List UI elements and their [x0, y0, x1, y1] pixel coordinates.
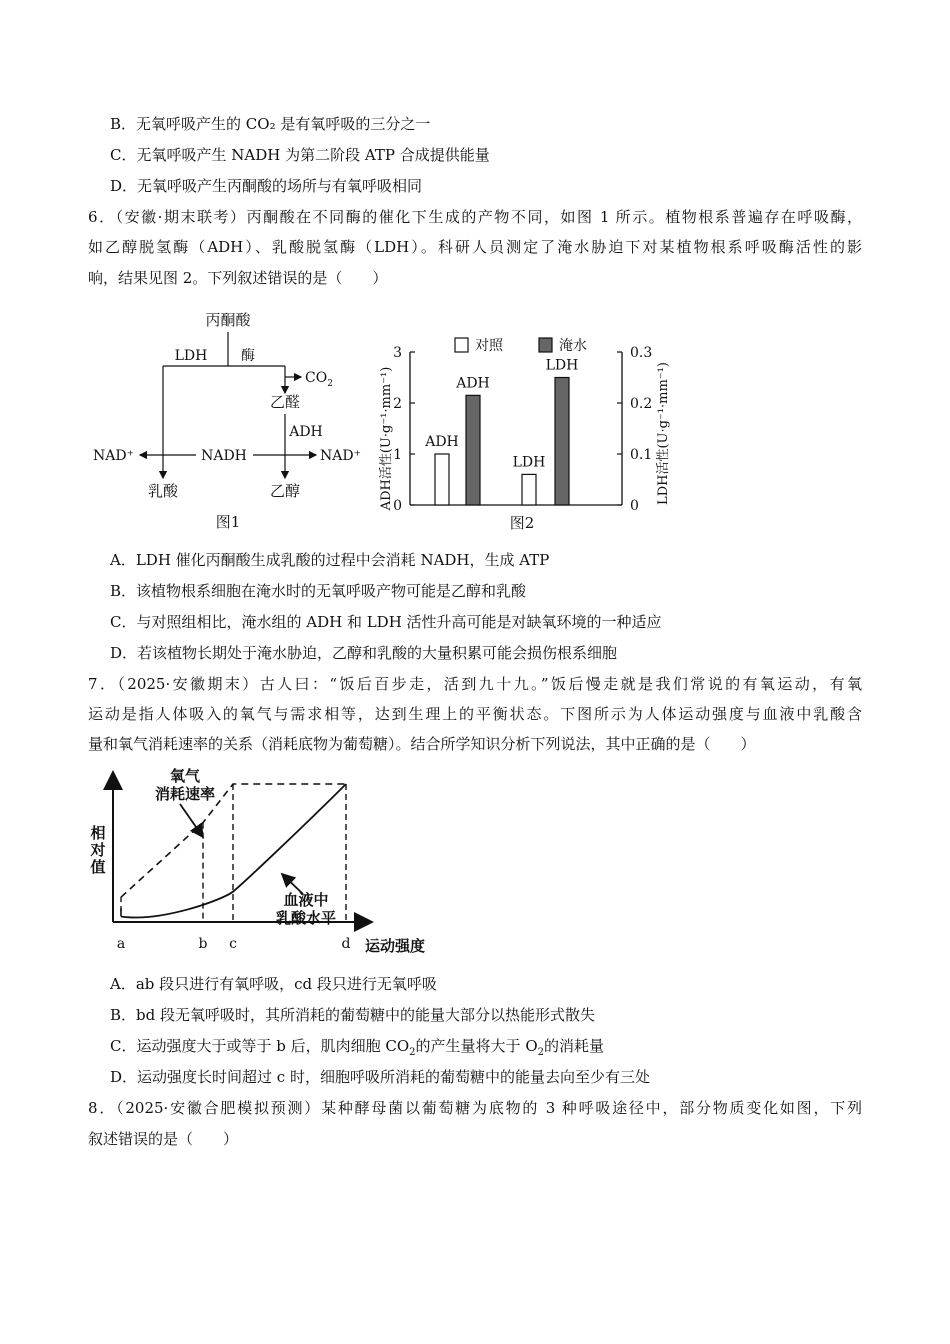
q8-stem-line-1: 8．（2025·安徽合肥模拟预测）某种酵母菌以葡萄糖为底物的 3 种呼吸途径中，部分物质变化如图，下列 [88, 1099, 862, 1117]
q6-stem-line-3: 响，结果见图 2。下列叙述错误的是（ ） [88, 269, 388, 287]
q6-option-c: C．与对照组相比，淹水组的 ADH 和 LDH 活性升高可能是对缺氧环境的一种适应 [110, 613, 662, 631]
figure-2-bar-chart [372, 330, 682, 540]
fig1-lactate: 乳酸 [147, 482, 179, 500]
q7-option-a: A．ab 段只进行有氧呼吸，cd 段只进行无氧呼吸 [110, 975, 437, 993]
fig2-bar-adh-control [435, 454, 449, 505]
q7-option-c-part2: 的产生量将大于 O [415, 1037, 538, 1055]
fig3-oxygen-pointer [180, 804, 203, 837]
fig2-bar-adh-flood-label: ADH [456, 375, 490, 392]
fig3-x-label: 运动强度 [365, 937, 426, 955]
fig3-y-label-char: 相 [90, 824, 106, 842]
q6-stem-line-2: 如乙醇脱氢酶（ADH）、乳酸脱氢酶（LDH）。科研人员测定了淹水胁迫下对某植物根系呼吸酶活性的影 [88, 238, 862, 256]
fig1-co2: $CO_2$ [305, 370, 333, 389]
figure-1-pathway-diagram [88, 300, 378, 540]
fig2-bar-ldh-control-label: LDH [512, 454, 546, 471]
fig1-acetaldehyde: 乙醛 [269, 393, 301, 411]
figure-3-line-chart [85, 762, 445, 962]
fig3-oxygen-label-line: 氧气 [169, 767, 201, 785]
q7-option-c [110, 1036, 604, 1063]
fig2-legend-flood-swatch [539, 338, 552, 352]
fig2-right-tick-label: 0.1 [630, 447, 653, 463]
fig2-legend-control-label: 对照 [475, 338, 503, 354]
q6-option-d: D．若该植物长期处于淹水胁迫，乙醇和乳酸的大量积累可能会损伤根系细胞 [110, 644, 618, 662]
q7-stem-line-3: 量和氧气消耗速率的关系（消耗底物为葡萄糖）。结合所学知识分析下列说法，其中正确的是（ ） [88, 735, 756, 753]
fig2-right-tick-label: 0.2 [630, 396, 653, 412]
q5-option-d: D．无氧呼吸产生丙酮酸的场所与有氧呼吸相同 [110, 177, 423, 195]
fig2-bar-adh-flood [466, 395, 480, 505]
q7-option-c-sub2: 2 [537, 1047, 544, 1058]
fig3-x-tick-a: a [116, 936, 126, 952]
q7-stem-line-1: 7．（2025·安徽期末）古人曰：“饭后百步走，活到九十九。”饭后慢走就是我们常说的有氧运动，有氧 [88, 675, 862, 693]
q7-stem-line-2: 运动是指人体吸入的氧气与需求相等，达到生理上的平衡状态。下图所示为人体运动强度与血液中乳酸含 [88, 705, 862, 723]
fig2-left-tick-label: 2 [393, 396, 402, 412]
fig2-right-tick-label: 0 [630, 498, 639, 514]
fig1-nad-right: NAD⁺ [320, 448, 361, 464]
fig2-left-tick-label: 3 [393, 345, 402, 361]
fig1-nadh: NADH [201, 448, 247, 464]
fig2-right-axis-label: LDH活性(U·g⁻¹·mm⁻¹) [656, 362, 671, 505]
fig1-pyruvate: 丙酮酸 [205, 311, 251, 329]
fig2-bar-ldh-flood [555, 378, 569, 506]
q6-stem-line-1: 6．（安徽·期末联考）丙酮酸在不同酶的催化下生成的产物不同，如图 1 所示。植物根系普遍存在呼吸酶， [88, 208, 862, 226]
q5-option-c: C．无氧呼吸产生 NADH 为第二阶段 ATP 合成提供能量 [110, 146, 490, 164]
q8-stem-line-2: 叙述错误的是（ ） [88, 1130, 239, 1148]
fig2-right-tick-label: 0.3 [630, 345, 653, 361]
fig2-caption: 图2 [509, 514, 535, 532]
q7-option-b: B．bd 段无氧呼吸时，其所消耗的葡萄糖中的能量大部分以热能形式散失 [110, 1006, 595, 1024]
fig3-x-tick-c: c [229, 936, 237, 952]
fig3-y-label-char: 值 [90, 858, 106, 876]
fig2-bar-ldh-control [522, 474, 536, 505]
q6-option-a: A．LDH 催化丙酮酸生成乳酸的过程中会消耗 NADH，生成 ATP [110, 551, 550, 569]
fig1-caption: 图1 [215, 513, 241, 531]
fig1-ldh-label: LDH [174, 348, 208, 364]
fig1-ethanol: 乙醇 [269, 482, 301, 500]
fig3-oxygen-label-line: 消耗速率 [154, 785, 216, 803]
fig2-left-axis-label: ADH活性(U·g⁻¹·mm⁻¹) [379, 366, 394, 511]
fig1-nad-left: NAD⁺ [93, 448, 134, 464]
fig3-x-tick-d: d [341, 936, 351, 952]
fig2-legend-control-swatch [455, 338, 468, 352]
fig1-adh-label: ADH [289, 424, 323, 440]
q7-option-c-part3: 的消耗量 [544, 1037, 605, 1055]
q7-option-c-part1: C．运动强度大于或等于 b 后，肌肉细胞 CO [110, 1037, 410, 1055]
fig2-bar-adh-control-label: ADH [425, 434, 459, 450]
fig3-x-tick-b: b [198, 936, 208, 952]
fig2-left-tick-label: 0 [393, 498, 402, 514]
fig1-enzyme-label: 酶 [241, 348, 255, 364]
fig2-legend-flood-label: 淹水 [559, 338, 587, 354]
q6-option-b: B．该植物根系细胞在淹水时的无氧呼吸产物可能是乙醇和乳酸 [110, 582, 527, 600]
q5-option-b: B．无氧呼吸产生的 CO₂ 是有氧呼吸的三分之一 [110, 115, 431, 133]
fig3-lactate-label-line: 乳酸水平 [275, 909, 337, 927]
fig2-left-tick-label: 1 [393, 447, 402, 463]
q7-option-c-sub1: 2 [409, 1047, 416, 1058]
fig3-lactate-label-line: 血液中 [283, 891, 329, 909]
fig2-bar-ldh-flood-label: LDH [545, 357, 579, 374]
q7-option-d: D．运动强度长时间超过 c 时，细胞呼吸所消耗的葡萄糖中的能量去向至少有三处 [110, 1068, 650, 1086]
fig3-y-label-char: 对 [90, 841, 106, 859]
